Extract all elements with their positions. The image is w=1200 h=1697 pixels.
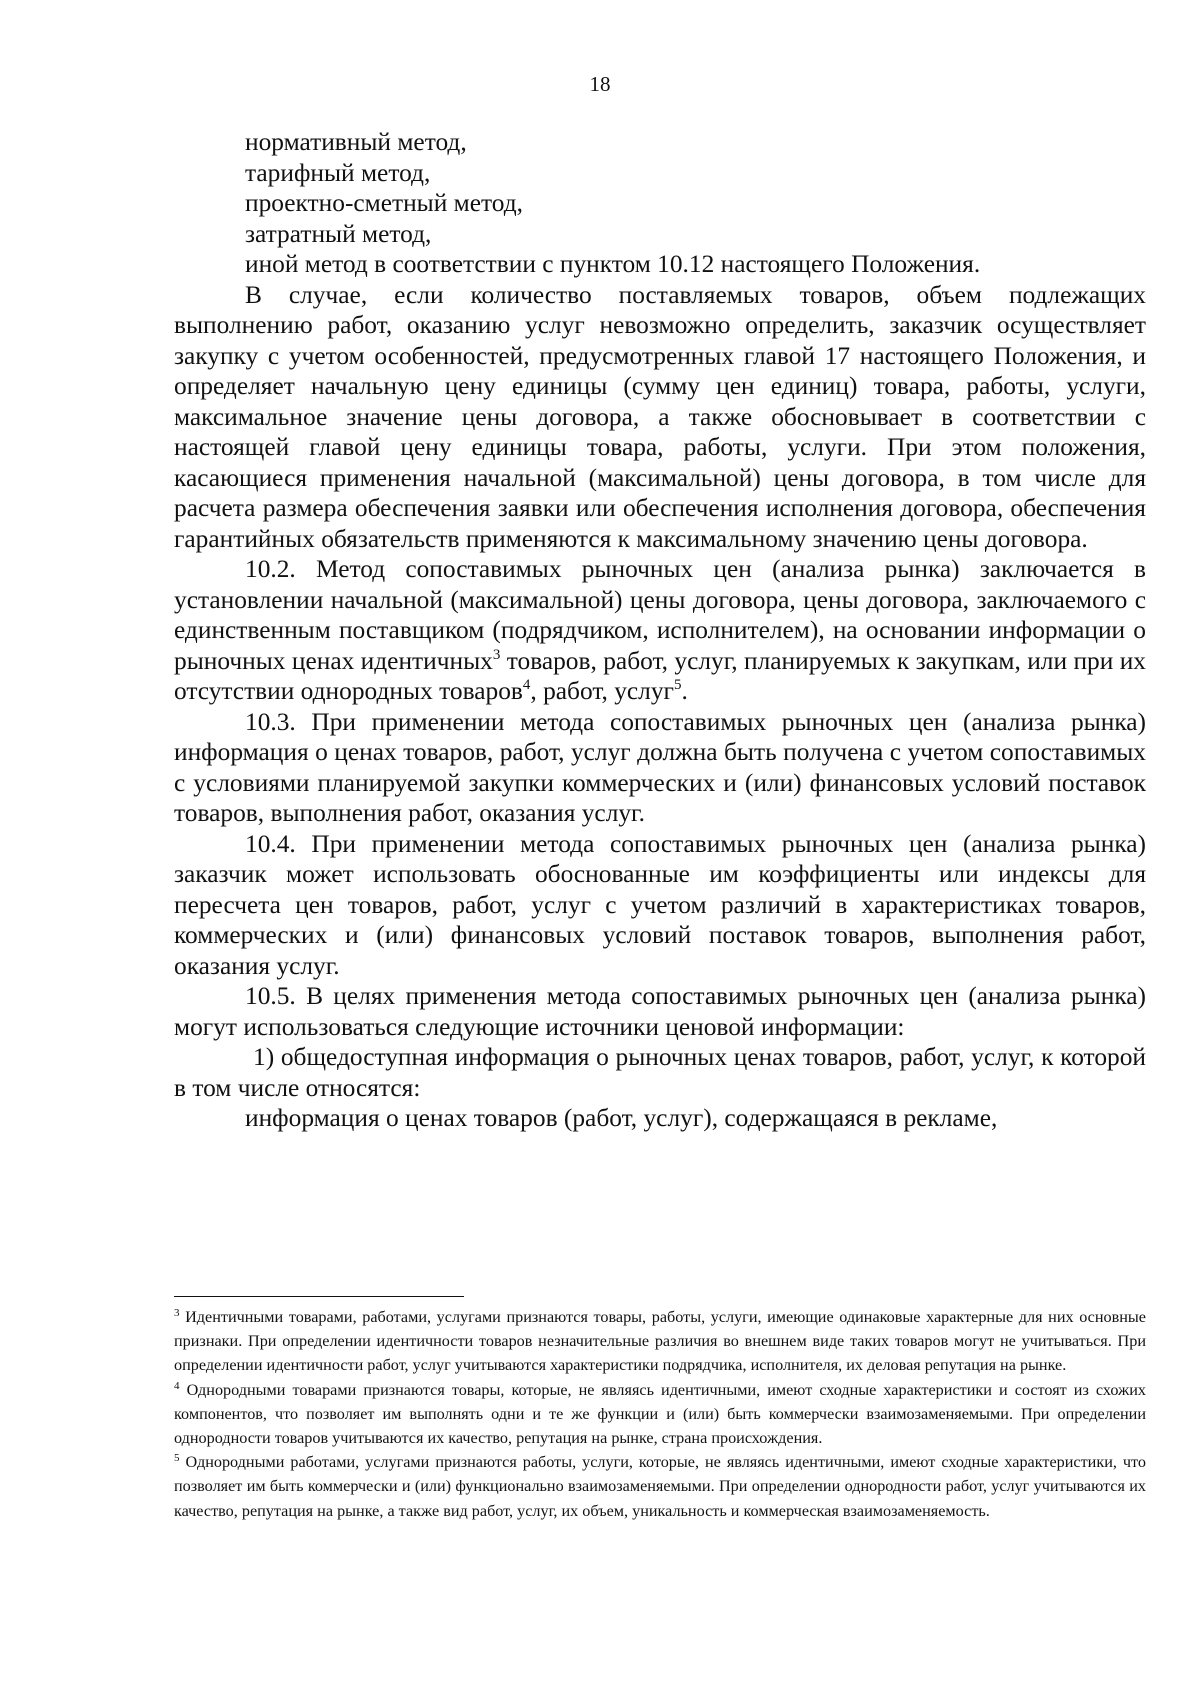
method-item: иной метод в соответствии с пунктом 10.12 настоящего Положения. <box>245 250 981 278</box>
footnote-ref-5[interactable]: 5 <box>673 677 682 693</box>
footnote-text: Однородными товарами признаются товары, которые, не являясь идентичными, имеют сходные характеристики и состоят из схожих компонентов, что позволяет им выполнять одни и те же функции и (или) быть коммерчески взаимозаменяемыми. При определении однородности товаров учитываются их качество, репутация на рынке, страна происхождения. <box>174 1380 1146 1448</box>
list-subitem-ads: информация о ценах товаров (работ, услуг), содержащаяся в рекламе, <box>245 1104 998 1132</box>
paragraph-unknown-quantity: В случае, если количество поставляемых товаров, объем подлежащих выполнению работ, оказанию услуг невозможно определить, заказчик осуществляет закупку с учетом особенностей, предусмотренных главой 17 настоящего Положения, и определяет начальную цену единицы (сумму цен единиц) товара, работы, услуги, максимальное значение цены договора, а также обосновывает в соответствии с настоящей главой цену единицы товара, работы, услуги. При этом положения, касающиеся применения начальной (максимальной) цены договора, в том числе для расчета размера обеспечения заявки или обеспечения исполнения договора, обеспечения гарантийных обязательств применяются к максимальному значению цены договора. <box>174 280 1146 553</box>
main-text <box>174 127 1146 1134</box>
footnote-text: Идентичными товарами, работами, услугами признаются товары, работы, услуги, имеющие одинаковые характерные для них основные признаки. При определении идентичности товаров незначительные различия во внешнем виде таких товаров могут не учитываться. При определении идентичности работ, услуг учитываются характеристики подрядчика, исполнителя, их деловая репутация на рынке. <box>174 1308 1146 1375</box>
footnote-text: Однородными работами, услугами признаются работы, услуги, которые, не являясь идентичными, имеют сходные характеристики, что позволяет им быть коммерчески и (или) функционально взаимозаменяемыми. При определении однородности работ, услуг учитываются их качество, репутация на рынке, а также вид работ, услуг, их объем, уникальность и коммерческая взаимозаменяемость. <box>174 1453 1146 1520</box>
footnote-separator <box>174 1296 464 1297</box>
paragraph-10-2-text: , работ, услуг <box>530 677 674 705</box>
footnote-5 <box>174 1450 1146 1523</box>
paragraph-10-2 <box>174 554 1146 707</box>
paragraph-10-4: 10.4. При применении метода сопоставимых рыночных цен (анализа рынка) заказчик может использовать обоснованные им коэффициенты или индексы для пересчета цен товаров, работ, услуг с учетом различий в характеристиках товаров, коммерческих и (или) финансовых условий поставок товаров, выполнения работ, оказания услуг. <box>174 829 1146 980</box>
list-item-1: 1) общедоступная информация о рыночных ценах товаров, работ, услуг, к которой в том числе относятся: <box>174 1043 1146 1102</box>
footnote-number: 3 <box>174 1307 180 1319</box>
page-number: 18 <box>589 72 611 96</box>
footnote-ref-4[interactable]: 4 <box>522 677 531 693</box>
method-item: тарифный метод, <box>245 158 431 187</box>
paragraph-10-2-text: товаров, работ, услуг, планируемых к закупкам, или при их отсутствии однородных товаров <box>174 646 1146 705</box>
footnote-number: 4 <box>174 1379 180 1392</box>
method-item: нормативный метод, <box>245 128 467 156</box>
footnotes <box>174 1305 1146 1523</box>
footnote-number: 5 <box>174 1452 180 1465</box>
paragraph-10-5: 10.5. В целях применения метода сопоставимых рыночных цен (анализа рынка) могут использоваться следующие источники ценовой информации: <box>174 982 1146 1041</box>
paragraph-10-2-text: . <box>681 677 688 705</box>
method-item: затратный метод, <box>245 219 432 248</box>
paragraph-10-3: 10.3. При применении метода сопоставимых рыночных цен (анализа рынка) информация о ценах товаров, работ, услуг должна быть получена с учетом сопоставимых с условиями планируемой закупки коммерческих и (или) финансовых условий поставок товаров, выполнения работ, оказания услуг. <box>174 707 1146 827</box>
footnote-4 <box>174 1378 1146 1451</box>
paragraph-10-2-text: 10.2. Метод сопоставимых рыночных цен (анализа рынка) заключается в установлении начальной (максимальной) цены договора, цены договора, заключаемого с единственным поставщиком (подрядчиком, исполнителем), на основании информации о рыночных ценах идентичных <box>174 555 1146 675</box>
method-item: проектно-сметный метод, <box>245 189 524 217</box>
footnote-ref-3[interactable]: 3 <box>492 646 501 663</box>
footnote-3 <box>174 1305 1146 1378</box>
